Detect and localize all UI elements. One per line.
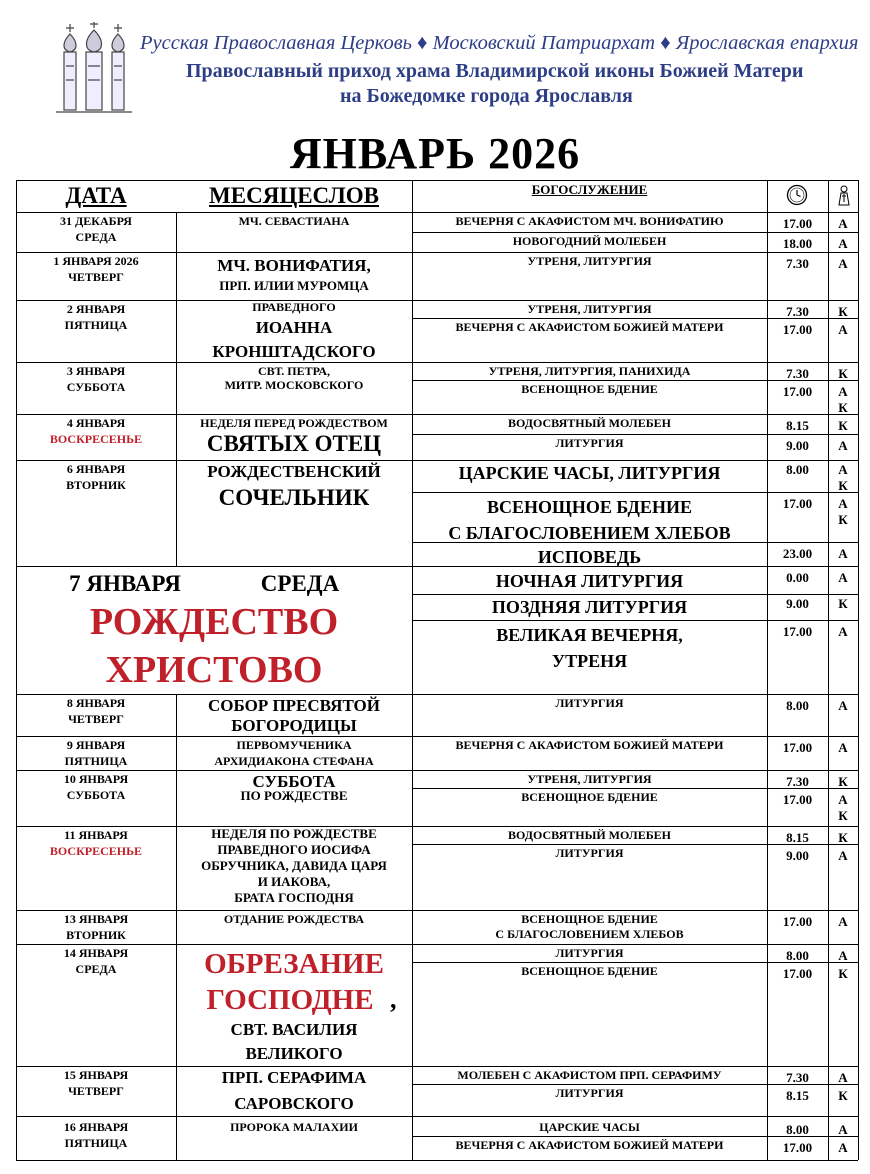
feast-title-line: ХРИСТОВО	[105, 649, 323, 691]
table-hline	[16, 826, 858, 827]
calendar-line: БРАТА ГОСПОДНЯ	[234, 890, 354, 905]
service-time: 17.00	[782, 624, 813, 639]
calendar-line: ПЕРВОМУЧЕНИКА	[236, 738, 352, 752]
service-name: УТРЕНЯ, ЛИТУРГИЯ	[527, 772, 652, 786]
service-name: ВСЕНОЩНОЕ БДЕНИЕ	[487, 497, 692, 517]
calendar-line: ОТДАНИЕ РОЖДЕСТВА	[223, 912, 365, 926]
service-name: ВЕЧЕРНЯ С АКАФИСТОМ БОЖИЕЙ МАТЕРИ	[455, 1138, 724, 1152]
service-time: 8.00	[786, 948, 809, 963]
service-time: 17.00	[782, 322, 813, 337]
service-name: ЛИТУРГИЯ	[555, 696, 624, 710]
row-date: 10 ЯНВАРЯ	[63, 772, 129, 786]
calendar-line: КРОНШТАДСКОГО	[212, 342, 376, 361]
column-date-header: ДАТА	[65, 183, 127, 208]
table-hline	[16, 252, 858, 253]
service-priest: А	[838, 438, 848, 453]
service-priest: К	[838, 808, 848, 823]
calendar-line: РОЖДЕСТВЕНСКИЙ	[207, 462, 381, 481]
service-time: 17.00	[782, 496, 813, 511]
service-time: 8.00	[786, 1122, 809, 1137]
service-priest: А	[838, 462, 848, 477]
service-time: 8.15	[786, 1088, 809, 1103]
header-city-line: на Божедомке города Ярославля	[340, 85, 633, 107]
service-name: ЛИТУРГИЯ	[555, 436, 624, 450]
service-priest: А	[838, 256, 848, 271]
service-time: 17.00	[782, 216, 813, 231]
table-hline	[16, 694, 858, 695]
calendar-line: НЕДЕЛЯ ПО РОЖДЕСТВЕ	[211, 826, 377, 841]
table-hline	[412, 434, 858, 435]
service-name: НОЧНАЯ ЛИТУРГИЯ	[495, 571, 684, 591]
service-name: ВСЕНОЩНОЕ БДЕНИЕ	[521, 382, 658, 396]
service-priest: К	[838, 774, 848, 789]
service-time: 7.30	[786, 366, 809, 381]
service-name: ВОДОСВЯТНЫЙ МОЛЕБЕН	[508, 416, 671, 430]
service-priest: А	[838, 1140, 848, 1155]
service-name-line2: С БЛАГОСЛОВЕНИЕМ ХЛЕБОВ	[448, 523, 731, 543]
calendar-line: НЕДЕЛЯ ПЕРЕД РОЖДЕСТВОМ	[200, 416, 388, 430]
calendar-line: ПРП. СЕРАФИМА	[221, 1068, 367, 1087]
service-priest: К	[838, 400, 848, 415]
service-name: УТРЕНЯ, ЛИТУРГИЯ	[527, 254, 652, 268]
table-hline	[16, 1066, 858, 1067]
priest-icon	[836, 184, 852, 206]
row-date: 3 ЯНВАРЯ	[66, 364, 126, 378]
feast-comma: ,	[390, 985, 397, 1014]
service-name: ЦАРСКИЕ ЧАСЫ	[539, 1120, 640, 1134]
calendar-line: И ИАКОВА,	[257, 874, 331, 889]
service-name: ЛИТУРГИЯ	[555, 946, 624, 960]
service-name: ВЕЧЕРНЯ С АКАФИСТОМ МЧ. ВОНИФАТИЮ	[455, 214, 724, 228]
service-time: 17.00	[782, 384, 813, 399]
service-name: ЦАРСКИЕ ЧАСЫ, ЛИТУРГИЯ	[458, 463, 721, 483]
service-time: 7.30	[786, 774, 809, 789]
service-name: ВЕЛИКАЯ ВЕЧЕРНЯ,	[496, 625, 683, 645]
service-time: 17.00	[782, 740, 813, 755]
service-time: 8.15	[786, 418, 809, 433]
service-name: ВЕЧЕРНЯ С АКАФИСТОМ БОЖИЕЙ МАТЕРИ	[455, 320, 724, 334]
calendar-line: СВТ. ВАСИЛИЯ	[230, 1020, 358, 1039]
table-hline	[16, 300, 858, 301]
row-weekday: ПЯТНИЦА	[64, 754, 128, 768]
row-weekday: ВОСКРЕСЕНЬЕ	[49, 432, 143, 446]
service-name: ПОЗДНЯЯ ЛИТУРГИЯ	[491, 597, 688, 617]
row-date: 11 ЯНВАРЯ	[64, 828, 128, 842]
table-hline	[16, 212, 858, 213]
column-service-header: БОГОСЛУЖЕНИЕ	[531, 182, 648, 197]
service-name: ВСЕНОЩНОЕ БДЕНИЕ	[521, 964, 658, 978]
calendar-line: ПРОРОКА МАЛАХИИ	[230, 1120, 358, 1134]
feast-title-line: РОЖДЕСТВО	[89, 601, 339, 643]
service-priest: А	[838, 216, 848, 231]
table-hline	[16, 736, 858, 737]
service-time: 17.00	[782, 792, 813, 807]
service-time: 7.30	[786, 304, 809, 319]
service-time: 18.00	[782, 236, 813, 251]
service-time: 17.00	[782, 966, 813, 981]
row-date: 4 ЯНВАРЯ	[66, 416, 126, 430]
row-weekday: ЧЕТВЕРГ	[68, 712, 124, 726]
calendar-line: МЧ. ВОНИФАТИЯ,	[217, 256, 371, 275]
calendar-line: ПРАВЕДНОГО ИОСИФА	[217, 842, 371, 857]
row-weekday: ВОСКРЕСЕНЬЕ	[49, 844, 143, 858]
calendar-line: ВЕЛИКОГО	[245, 1044, 343, 1063]
service-priest: А	[838, 848, 848, 863]
service-priest: К	[838, 830, 848, 845]
calendar-line: СВТ. ПЕТРА,	[257, 364, 331, 378]
service-priest: А	[838, 384, 848, 399]
service-name: УТРЕНЯ, ЛИТУРГИЯ, ПАНИХИДА	[488, 364, 691, 378]
service-time: 17.00	[782, 914, 813, 929]
row-weekday: ВТОРНИК	[66, 478, 126, 492]
service-priest: К	[838, 366, 848, 381]
calendar-line: МЧ. СЕВАСТИАНА	[238, 214, 350, 228]
service-time: 0.00	[786, 570, 809, 585]
table-hline	[16, 362, 858, 363]
calendar-line: ПО РОЖДЕСТВЕ	[240, 788, 348, 803]
calendar-line: АРХИДИАКОНА СТЕФАНА	[214, 754, 374, 768]
calendar-line: СОЧЕЛЬНИК	[218, 485, 370, 510]
service-time: 9.00	[786, 438, 809, 453]
feast-title-line: ГОСПОДНЕ	[206, 984, 374, 1016]
service-name: ЛИТУРГИЯ	[555, 846, 624, 860]
table-hline	[412, 232, 858, 233]
service-name: ИСПОВЕДЬ	[537, 547, 642, 567]
calendar-line: ПРП. ИЛИИ МУРОМЦА	[219, 278, 369, 293]
row-date: 15 ЯНВАРЯ	[63, 1068, 129, 1082]
row-weekday: СУББОТА	[66, 380, 126, 394]
row-date: 13 ЯНВАРЯ	[63, 912, 129, 926]
service-time: 8.00	[786, 462, 809, 477]
service-priest: А	[838, 1070, 848, 1085]
service-priest: А	[838, 914, 848, 929]
header-diocese-line: Русская Православная Церковь ♦ Московский Патриархат ♦ Ярославская епархия	[140, 32, 859, 54]
service-time: 23.00	[782, 546, 813, 561]
calendar-line: БОГОРОДИЦЫ	[231, 716, 357, 735]
service-name: УТРЕНЯ, ЛИТУРГИЯ	[527, 302, 652, 316]
service-name-line2: УТРЕНЯ	[551, 651, 628, 671]
row-weekday: ПЯТНИЦА	[64, 1136, 128, 1150]
calendar-line: ОБРУЧНИКА, ДАВИДА ЦАРЯ	[201, 858, 387, 873]
service-priest: А	[838, 236, 848, 251]
calendar-line: СВЯТЫХ ОТЕЦ	[206, 431, 382, 456]
row-date: 2 ЯНВАРЯ	[66, 302, 126, 316]
service-priest: К	[838, 478, 848, 493]
service-priest: А	[838, 624, 848, 639]
calendar-line: СУББОТА	[252, 772, 336, 791]
service-priest: А	[838, 546, 848, 561]
table-hline	[16, 180, 858, 181]
table-hline	[16, 1160, 858, 1161]
service-name: ВЕЧЕРНЯ С АКАФИСТОМ БОЖИЕЙ МАТЕРИ	[455, 738, 724, 752]
service-name: ВОДОСВЯТНЫЙ МОЛЕБЕН	[508, 828, 671, 842]
row-weekday: СРЕДА	[75, 230, 117, 244]
service-priest: А	[838, 792, 848, 807]
row-date: 8 ЯНВАРЯ	[66, 696, 126, 710]
service-time: 9.00	[786, 848, 809, 863]
service-priest: А	[838, 698, 848, 713]
service-time: 17.00	[782, 1140, 813, 1155]
table-vline	[858, 180, 859, 1160]
row-date: 16 ЯНВАРЯ	[63, 1120, 129, 1134]
row-date: 7 ЯНВАРЯ	[69, 571, 181, 596]
table-hline	[16, 944, 858, 945]
service-priest: А	[838, 496, 848, 511]
table-hline	[412, 492, 858, 493]
row-weekday: ПЯТНИЦА	[64, 318, 128, 332]
column-calendar-header: МЕСЯЦЕСЛОВ	[209, 183, 379, 208]
service-priest: К	[838, 596, 848, 611]
service-time: 9.00	[786, 596, 809, 611]
service-priest: К	[838, 418, 848, 433]
row-weekday: ВТОРНИК	[66, 928, 126, 942]
calendar-line: МИТР. МОСКОВСКОГО	[224, 378, 364, 392]
row-date: 14 ЯНВАРЯ	[63, 946, 129, 960]
row-weekday: СРЕДА	[260, 571, 340, 596]
calendar-line: ПРАВЕДНОГО	[252, 300, 336, 314]
calendar-line: САРОВСКОГО	[234, 1094, 354, 1113]
feast-title-line: ОБРЕЗАНИЕ	[204, 948, 384, 980]
service-priest: К	[838, 304, 848, 319]
service-priest: А	[838, 322, 848, 337]
table-hline	[16, 770, 858, 771]
table-hline	[412, 620, 858, 621]
row-date: 1 ЯНВАРЯ 2026	[53, 254, 139, 268]
service-time: 7.30	[786, 256, 809, 271]
service-priest: К	[838, 966, 848, 981]
service-name: МОЛЕБЕН С АКАФИСТОМ ПРП. СЕРАФИМУ	[457, 1068, 722, 1082]
row-weekday: СРЕДА	[75, 962, 117, 976]
service-name-line2: С БЛАГОСЛОВЕНИЕМ ХЛЕБОВ	[495, 927, 684, 941]
service-name: ВСЕНОЩНОЕ БДЕНИЕ	[521, 790, 658, 804]
row-weekday: СУББОТА	[66, 788, 126, 802]
calendar-line: СОБОР ПРЕСВЯТОЙ	[207, 696, 381, 715]
row-date: 6 ЯНВАРЯ	[66, 462, 126, 476]
service-priest: К	[838, 1088, 848, 1103]
service-name: НОВОГОДНИЙ МОЛЕБЕН	[512, 234, 667, 248]
service-name: ВСЕНОЩНОЕ БДЕНИЕ	[521, 912, 658, 926]
row-weekday: ЧЕТВЕРГ	[68, 270, 124, 284]
row-date: 9 ЯНВАРЯ	[66, 738, 126, 752]
service-time: 8.15	[786, 830, 809, 845]
table-hline	[16, 910, 858, 911]
row-date: 31 ДЕКАБРЯ	[60, 214, 132, 228]
row-weekday: ЧЕТВЕРГ	[68, 1084, 124, 1098]
service-priest: А	[838, 1122, 848, 1137]
service-time: 7.30	[786, 1070, 809, 1085]
service-priest: А	[838, 740, 848, 755]
header-parish-line: Православный приход храма Владимирской иконы Божией Матери	[186, 60, 804, 82]
service-name: ЛИТУРГИЯ	[555, 1086, 624, 1100]
service-time: 8.00	[786, 698, 809, 713]
table-hline	[16, 414, 858, 415]
calendar-line: ИОАННА	[255, 318, 333, 337]
table-hline	[16, 1116, 858, 1117]
clock-icon	[786, 184, 808, 206]
service-priest: К	[838, 512, 848, 527]
service-priest: А	[838, 948, 848, 963]
page-title: ЯНВАРЬ 2026	[289, 129, 581, 178]
service-priest: А	[838, 570, 848, 585]
